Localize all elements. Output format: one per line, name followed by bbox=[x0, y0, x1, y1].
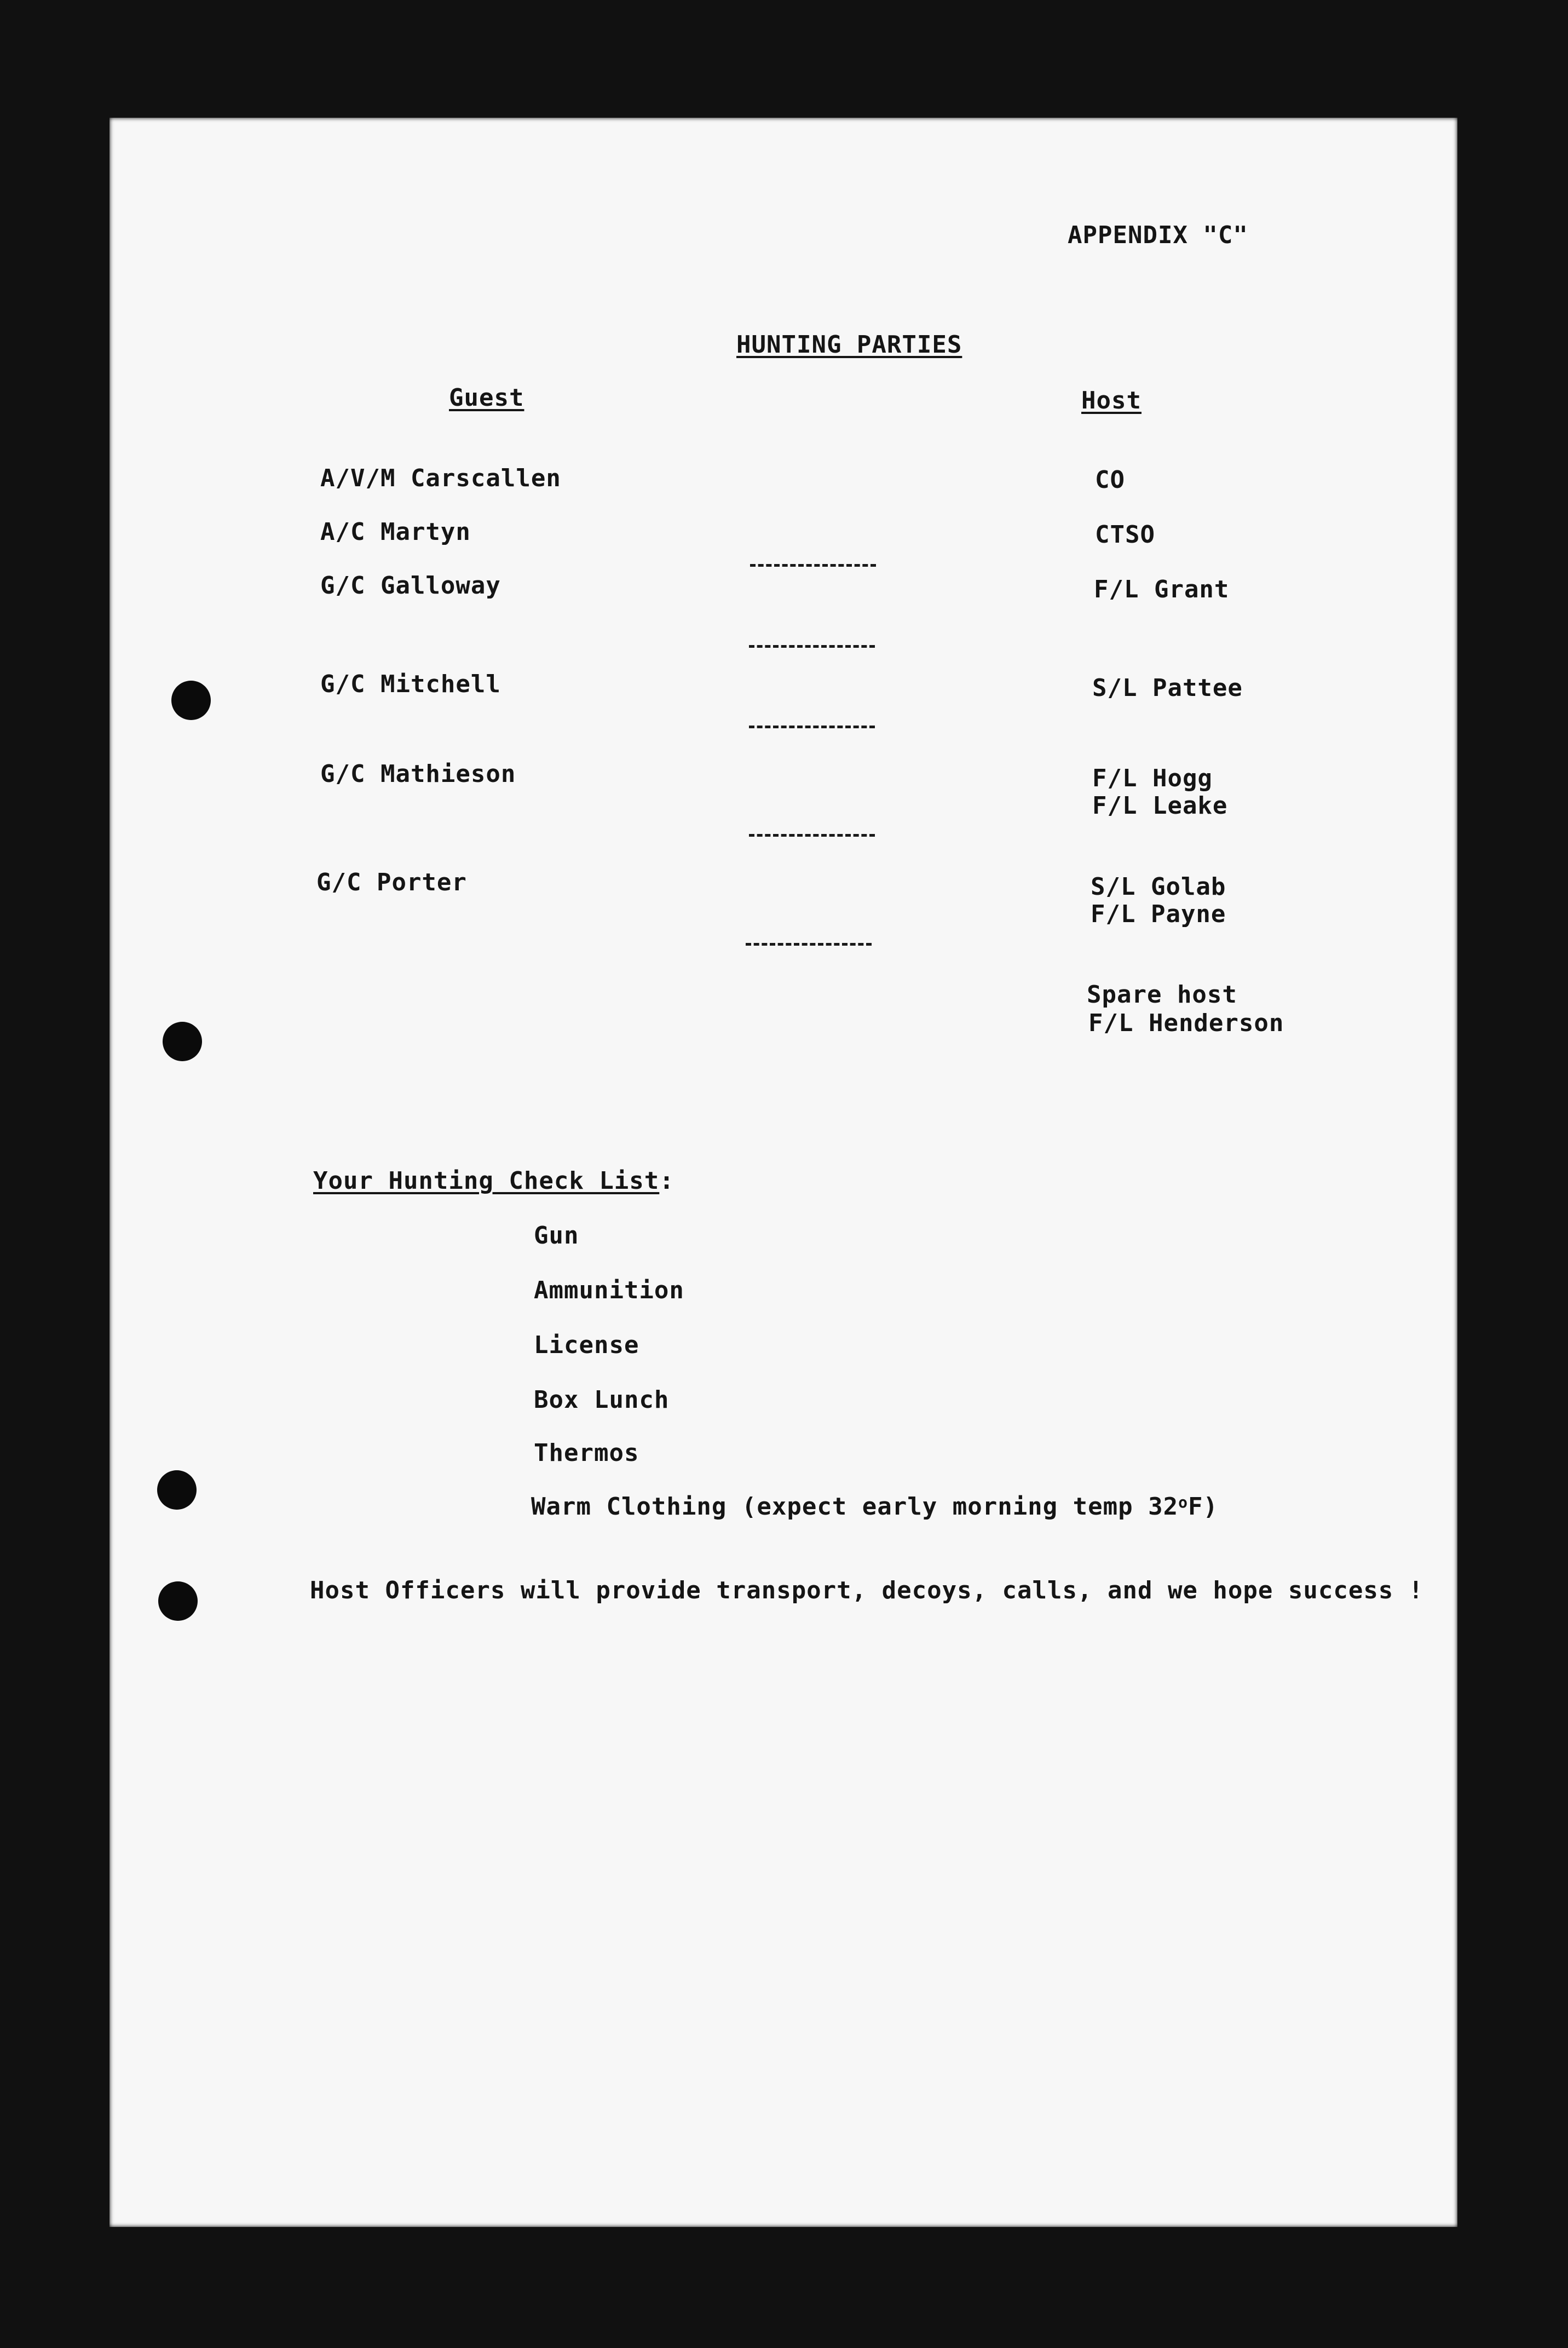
host-name: F/L Hogg bbox=[1092, 764, 1213, 792]
binder-hole bbox=[163, 1022, 202, 1061]
checklist-title-text: Your Hunting Check List bbox=[313, 1167, 660, 1195]
binder-hole bbox=[171, 681, 211, 720]
checklist-item: License bbox=[534, 1331, 639, 1359]
checklist-title bbox=[313, 1169, 675, 1193]
binder-hole bbox=[157, 1470, 197, 1510]
separator-line bbox=[746, 943, 872, 946]
checklist-item-clothing bbox=[531, 1495, 1218, 1519]
separator-line bbox=[749, 726, 875, 728]
checklist-item: Gun bbox=[534, 1222, 579, 1250]
host-name: CO bbox=[1095, 466, 1125, 494]
host-header: Host bbox=[1081, 387, 1142, 415]
checklist-colon: : bbox=[659, 1167, 675, 1195]
guest-name: A/C Martyn bbox=[320, 518, 471, 546]
binder-hole bbox=[158, 1581, 198, 1621]
guest-name: G/C Galloway bbox=[320, 572, 501, 600]
clothing-text: Warm Clothing (expect early morning temp 32 bbox=[531, 1493, 1179, 1521]
spare-host-name: F/L Henderson bbox=[1088, 1009, 1284, 1037]
separator-line bbox=[750, 564, 876, 567]
host-name: S/L Golab bbox=[1091, 873, 1226, 901]
guest-name: A/V/M Carscallen bbox=[320, 464, 561, 492]
guest-name: G/C Porter bbox=[316, 868, 467, 896]
host-name: CTSO bbox=[1095, 521, 1155, 549]
separator-line bbox=[749, 834, 875, 837]
guest-header: Guest bbox=[449, 384, 524, 412]
footer-note: Host Officers will provide transport, decoys, calls, and we hope success ! bbox=[310, 1576, 1424, 1604]
degree-symbol: o bbox=[1178, 1493, 1188, 1511]
checklist-item: Box Lunch bbox=[534, 1386, 670, 1414]
document-page bbox=[109, 118, 1457, 2227]
spare-host-label: Spare host bbox=[1087, 981, 1237, 1009]
guest-name: G/C Mathieson bbox=[320, 760, 516, 788]
checklist-item: Thermos bbox=[534, 1439, 639, 1467]
guest-name: G/C Mitchell bbox=[320, 670, 501, 698]
checklist-item: Ammunition bbox=[534, 1276, 684, 1304]
host-name: S/L Pattee bbox=[1092, 674, 1243, 702]
page-title: HUNTING PARTIES bbox=[736, 331, 962, 359]
host-name: F/L Leake bbox=[1092, 792, 1228, 820]
host-name: F/L Payne bbox=[1091, 900, 1226, 928]
clothing-unit: F) bbox=[1187, 1493, 1218, 1521]
separator-line bbox=[749, 645, 875, 648]
appendix-label: APPENDIX "C" bbox=[1068, 221, 1248, 249]
host-name: F/L Grant bbox=[1094, 576, 1230, 603]
